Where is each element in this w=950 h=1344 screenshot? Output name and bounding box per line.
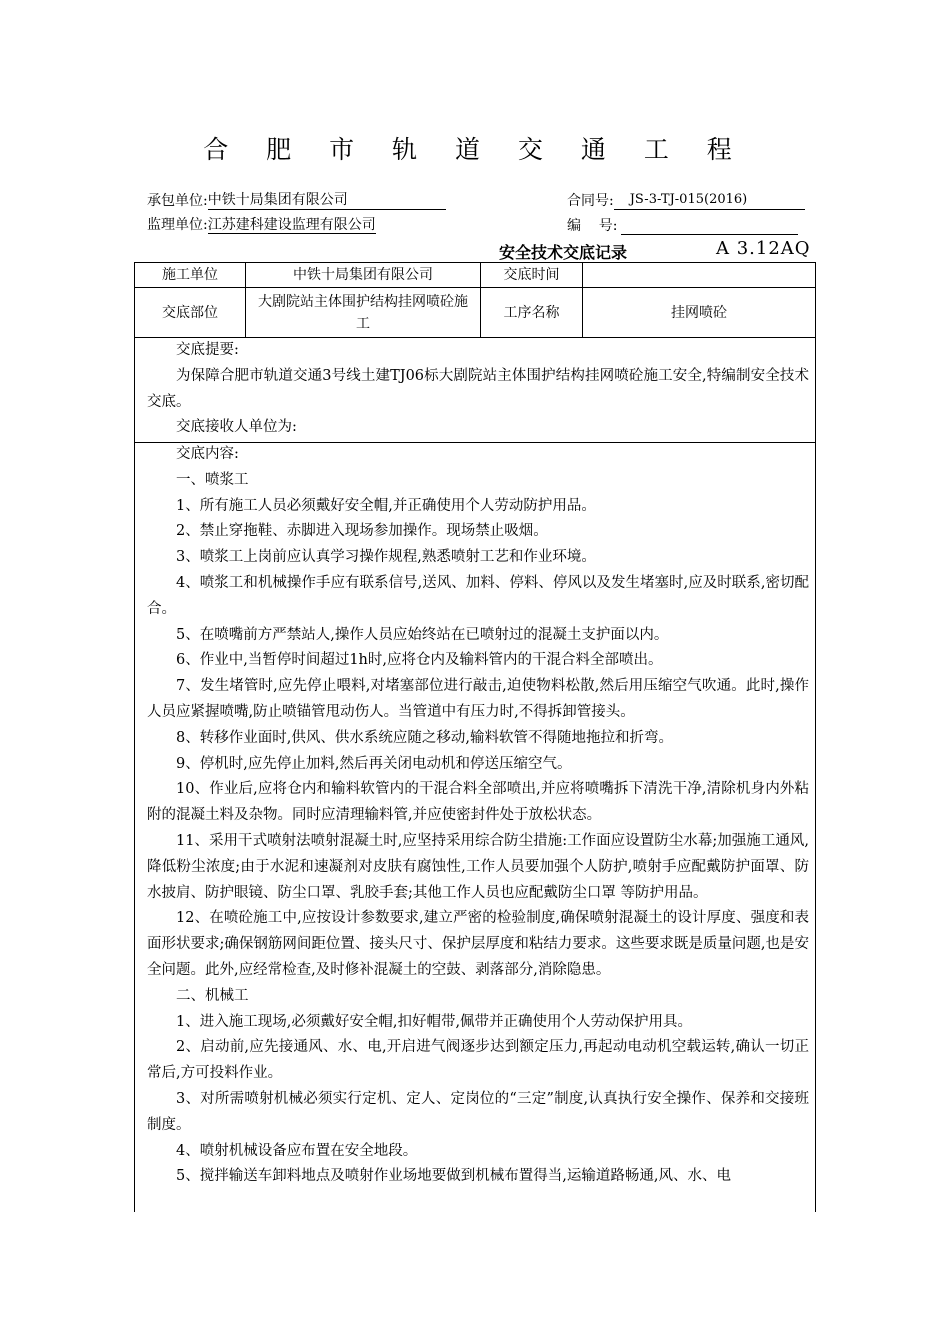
content-label: 交底内容: <box>176 446 239 462</box>
content-paragraph: 4、喷射机械设备应布置在安全地段。 <box>176 1142 418 1159</box>
document-title: 合 肥 市 轨 道 交 通 工 程 <box>203 135 747 164</box>
content-paragraph: 二、机械工 <box>176 987 249 1004</box>
supervisor-value: 江苏建科建设监理有限公司 <box>207 217 376 233</box>
contract-no-line <box>567 191 805 210</box>
contractor-line <box>147 191 446 210</box>
summary-section <box>135 338 815 443</box>
content-paragraph: 3、对所需喷射机械必须实行定机、定人、定岗位的“三定”制度,认真执行安全操作、保养和交接班制度。 <box>147 1090 809 1133</box>
content-paragraph: 12、在喷砼施工中,应按设计参数要求,建立严密的检验制度,确保喷射混凝土的设计厚度、强度和表面形状要求;确保钢筋网间距位置、接头尺寸、保护层厚度和粘结力要求。这些要求既是质量问题,也是安全问题。此外,应经常检查,及时修补混凝土的空鼓、剥落部分,消除隐患。 <box>147 910 809 978</box>
process-value: 挂网喷砼 <box>671 304 727 321</box>
part-value: 大剧院站主体围护结构挂网喷砼施工 <box>246 288 481 337</box>
supervisor-line <box>147 216 376 234</box>
content-paragraph: 9、停机时,应先停止加料,然后再关闭电动机和停送压缩空气。 <box>176 755 572 772</box>
process-label: 工序名称 <box>481 288 583 337</box>
content-paragraph: 5、在喷嘴前方严禁站人,操作人员应始终站在已喷射过的混凝土支护面以内。 <box>176 626 669 643</box>
time-label: 交底时间 <box>481 263 583 287</box>
construction-unit-row <box>135 263 815 288</box>
part-label: 交底部位 <box>135 288 246 337</box>
number-value <box>621 216 798 235</box>
record-title: 安全技术交底记录 <box>499 243 628 262</box>
summary-label: 交底提要: <box>176 342 239 358</box>
contractor-value: 中铁十局集团有限公司 <box>208 191 446 210</box>
content-paragraph: 2、禁止穿拖鞋、赤脚进入现场参加操作。现场禁止吸烟。 <box>176 523 548 540</box>
content-paragraph: 6、作业中,当暂停时间超过1h时,应将仓内及输料管内的干混合料全部喷出。 <box>176 652 663 669</box>
contract-no-value: JS-3-TJ-015(2016) <box>614 191 805 210</box>
content-paragraph: 3、喷浆工上岗前应认真学习操作规程,熟悉喷射工艺和作业环境。 <box>176 549 596 566</box>
contractor-label: 承包单位: <box>147 193 208 209</box>
construction-unit-label: 施工单位 <box>135 263 246 287</box>
receiver-label: 交底接收人单位为: <box>176 419 297 436</box>
content-paragraph: 1、进入施工现场,必须戴好安全帽,扣好帽带,佩带并正确使用个人劳动保护用具。 <box>176 1013 693 1030</box>
content-paragraph: 11、采用干式喷射法喷射混凝土时,应坚持采用综合防尘措施:工作面应设置防尘水幕;加强施工通风,降低粉尘浓度;由于水泥和速凝剂对皮肤有腐蚀性,工作人员要加强个人防护,喷射手应配戴防护面罩、防水披肩、防护眼镜、防尘口罩、乳胶手套;其他工作人员也应配戴防尘口罩 等防护用品。 <box>147 832 809 901</box>
record-table <box>134 262 816 1212</box>
content-paragraph: 一、喷浆工 <box>176 471 249 488</box>
content-paragraph: 8、转移作业面时,供风、供水系统应随之移动,输料软管不得随地拖拉和折弯。 <box>176 729 673 746</box>
content-body <box>147 442 809 1190</box>
content-section <box>135 443 815 1212</box>
content-paragraph: 7、发生堵管时,应先停止喂料,对堵塞部位进行敲击,迫使物料松散,然后用压缩空气吹通。此时,操作人员应紧握喷嘴,防止喷锚管甩动伤人。当管道中有压力时,不得拆卸管接头。 <box>147 678 809 720</box>
number-label: 编 号: <box>567 218 618 234</box>
content-paragraph: 1、所有施工人员必须戴好安全帽,并正确使用个人劳动防护用品。 <box>176 497 596 514</box>
summary-text: 为保障合肥市轨道交通3号线土建TJ06标大剧院站主体围护结构挂网喷砼施工安全,特编制安全技术交底。 <box>147 367 809 410</box>
number-line <box>567 216 798 235</box>
record-code: A 3.12AQ <box>716 238 811 259</box>
construction-unit-value: 中铁十局集团有限公司 <box>246 263 481 287</box>
part-row <box>135 288 815 338</box>
content-paragraph: 10、作业后,应将仓内和输料软管内的干混合料全部喷出,并应将喷嘴拆下清洗干净,清除机身内外粘附的混凝土料及杂物。同时应清理输料管,并应使密封件处于放松状态。 <box>147 781 809 824</box>
content-paragraph: 2、启动前,应先接通风、水、电,开启进气阀逐步达到额定压力,再起动电动机空载运转,确认一切正常后,方可投料作业。 <box>147 1039 809 1082</box>
content-paragraph: 5、搅拌输送车卸料地点及喷射作业场地要做到机械布置得当,运输道路畅通,风、水、电 <box>176 1168 731 1185</box>
time-value <box>583 263 815 287</box>
supervisor-label: 监理单位: <box>147 217 208 233</box>
content-paragraph: 4、喷浆工和机械操作手应有联系信号,送风、加料、停料、停风以及发生堵塞时,应及时联系,密切配合。 <box>147 574 809 617</box>
contract-no-label: 合同号: <box>567 193 614 209</box>
